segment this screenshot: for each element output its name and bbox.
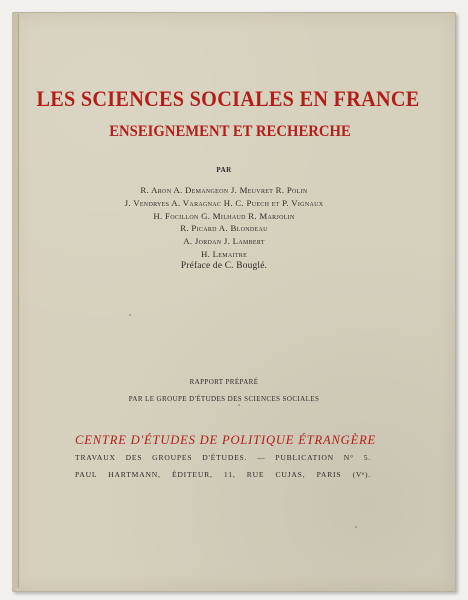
author-line: H. Lemaitre bbox=[200, 248, 248, 259]
book-subtitle: ENSEIGNEMENT ET RECHERCHE bbox=[109, 123, 351, 140]
publisher-series: CENTRE D'ÉTUDES DE POLITIQUE ÉTRANGÈRE bbox=[75, 433, 377, 447]
author-line: R. Aron A. Demangeon J. Meuvret R. Polin bbox=[140, 185, 308, 195]
preface-credit: Préface de C. Bouglé. bbox=[180, 261, 268, 271]
author-line: R. Picard A. Blondeau bbox=[180, 223, 268, 234]
paper-speck bbox=[129, 314, 131, 316]
book-title: LES SCIENCES SOCIALES EN FRANCE bbox=[36, 86, 420, 111]
paper-speck bbox=[355, 526, 357, 528]
publisher-address: PAUL HARTMANN, ÉDITEUR, 11, RUE CUJAS, PARIS (Vᵉ). bbox=[75, 470, 371, 479]
paper-speck bbox=[238, 404, 240, 406]
by-label: PAR bbox=[216, 166, 232, 174]
author-line: A. Jordan J. Lambert bbox=[183, 236, 265, 247]
author-list bbox=[0, 184, 458, 261]
author-line: J. Vendryes A. Varagnac H. C. Puech et P. Vignaux bbox=[124, 197, 324, 208]
author-line: H. Focillon G. Milhaud R. Marjolin bbox=[153, 210, 295, 221]
report-statement bbox=[0, 374, 458, 408]
publication-line: TRAVAUX DES GROUPES D'ÉTUDES. — PUBLICATION N° 5. bbox=[75, 453, 371, 462]
report-line: PAR LE GROUPE D'ÉTUDES DES SCIENCES SOCIALES bbox=[128, 395, 320, 403]
report-line: RAPPORT PRÉPARÉ bbox=[189, 378, 259, 386]
